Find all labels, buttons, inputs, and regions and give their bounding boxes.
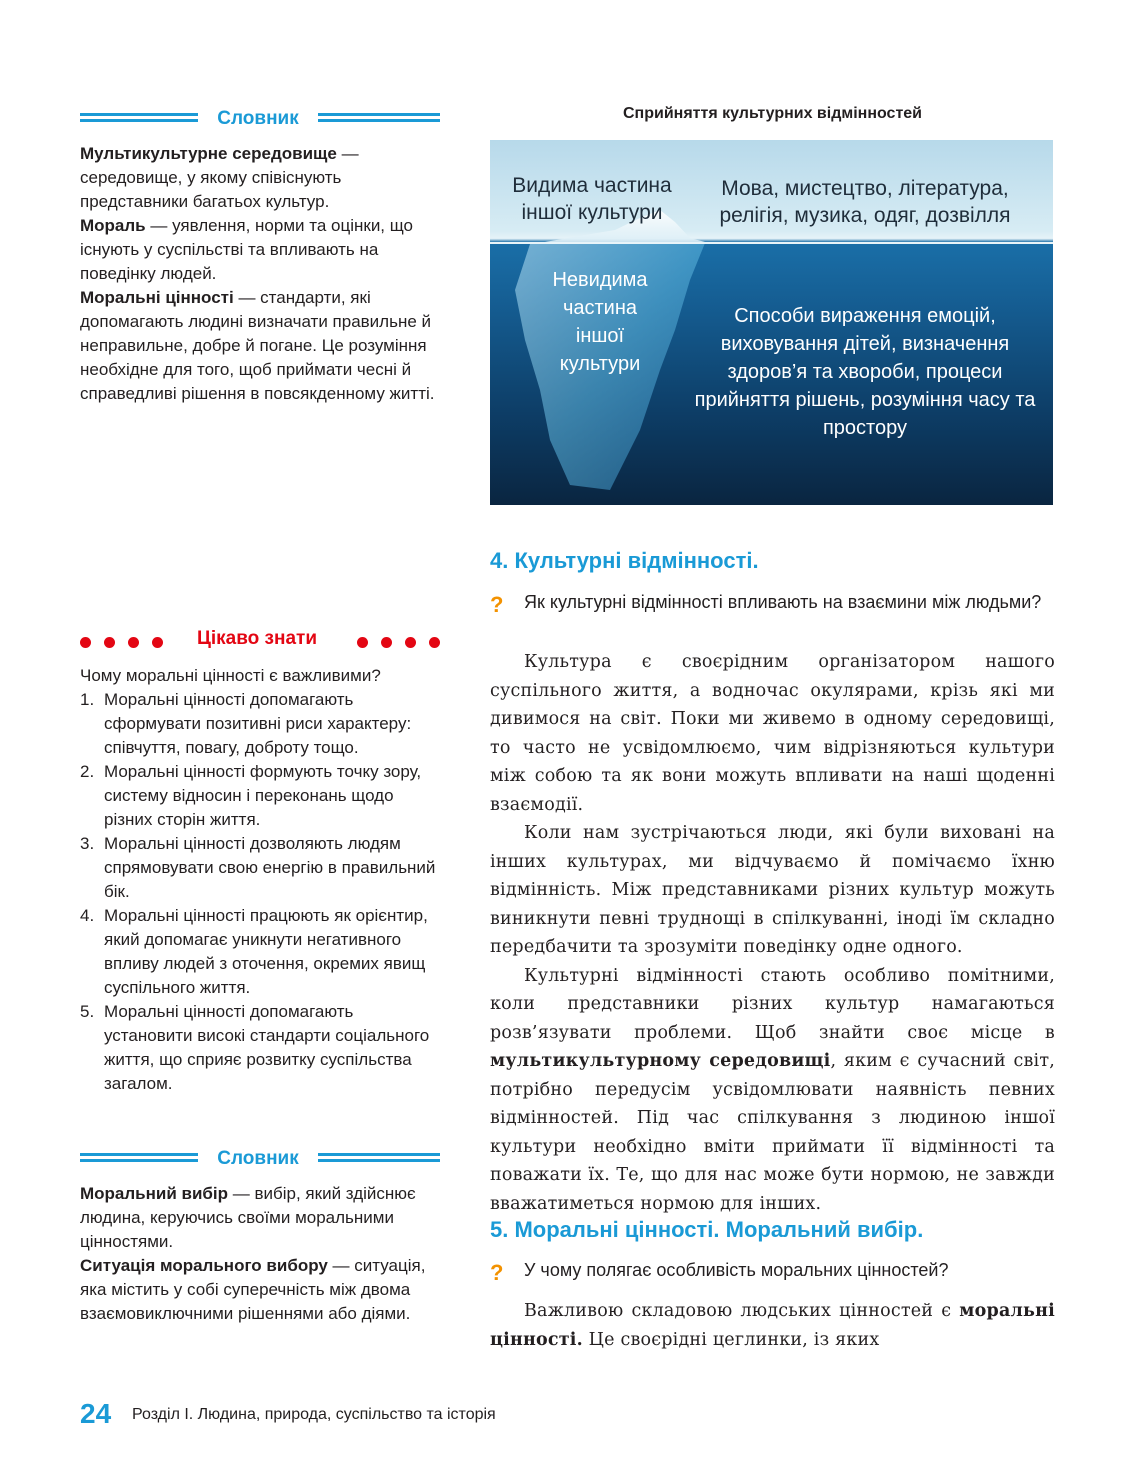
paragraph-text: Це своєрідні цеглинки, із яких bbox=[582, 1329, 880, 1350]
glossary-term: Моральні цінності bbox=[80, 288, 234, 307]
list-item bbox=[80, 760, 440, 832]
list-text: Моральні цінності працюють як орієнтир, який допомагає уникнути негативного впливу людей з оточення, окремих явищ суспільного життя. bbox=[104, 906, 428, 997]
page-number: 24 bbox=[80, 1398, 112, 1429]
header-rule-left bbox=[80, 113, 198, 127]
glossary-entries bbox=[80, 142, 440, 406]
visible-part-label: Видима частина іншої культури bbox=[512, 174, 672, 224]
paragraph: Коли нам зустрічаються люди, які були виховані на інших культурах, ми відчуваємо й помічаємо їхню відмінність. Між представниками різних культур можуть виникнути певні труднощі в спілкуванні, іноді їм складно передбачити та зрозуміти поведінку одне одного. bbox=[490, 823, 1055, 957]
paragraph-text: , яким є сучасний світ, потрібно передусім усвідомлювати наявність певних відмінностей. Під час спілкування з людиною іншої культури необхідно вміти приймати її відмінності та поважати їх. Те, що для нас може бути нормою, не завжди вважатиметься нормою для інших. bbox=[490, 1051, 1055, 1214]
invisible-examples: Способи вираження емоцій, виховування дітей, визначення здоров’я та хвороби, процеси прийняття рішень, розуміння часу та простору bbox=[694, 305, 1036, 439]
glossary-entry bbox=[80, 286, 440, 406]
glossary-term: Мультикультурне середовище bbox=[80, 144, 337, 163]
question-text: Як культурні відмінності впливають на взаємини між людьми? bbox=[524, 592, 1042, 612]
section-5-question bbox=[490, 1258, 1055, 1283]
chapter-title: Розділ І. Людина, природа, суспільство та історія bbox=[132, 1406, 496, 1423]
list-number: 3. bbox=[80, 834, 95, 853]
list-item bbox=[80, 832, 440, 904]
glossary-header bbox=[80, 108, 440, 132]
list-number: 4. bbox=[80, 906, 95, 925]
list-item bbox=[80, 688, 440, 760]
paragraph-text: Культурні відмінності стають особливо помітними, коли представники різних культур намагаються розв’язувати проблеми. Щоб знайти своє місце в bbox=[490, 965, 1055, 1043]
glossary-entry bbox=[80, 214, 440, 286]
glossary-definition: — уявлення, норми та оцінки, що існують у суспільстві та впливають на поведінку людей. bbox=[80, 216, 414, 283]
interesting-body bbox=[80, 664, 440, 1096]
term-highlight: мультикультурному середовищі bbox=[490, 1051, 831, 1071]
section-4-body bbox=[490, 648, 1055, 1218]
glossary-definition: — вибір, який здійснює людина, керуючись своїми моральними цінностями. bbox=[80, 1184, 416, 1251]
list-number: 1. bbox=[80, 690, 95, 709]
glossary-entry bbox=[80, 1182, 440, 1254]
iceberg-figure bbox=[490, 140, 1053, 505]
paragraph: Культура є своєрідним організатором нашого суспільного життя, а водночас окулярами, крізь які ми дивимося на світ. Поки ми живемо в одному середовищі, то часто не усвідомлюємо, чим відрізняються культури між собою та як вони можуть впливати на наші щоденні взаємодії. bbox=[490, 652, 1055, 815]
section-4-title: 4. Культурні відмінності. bbox=[490, 548, 759, 573]
question-icon: ? bbox=[490, 592, 504, 617]
glossary-header bbox=[80, 1148, 440, 1172]
section-5-title: 5. Моральні цінності. Моральний вибір. bbox=[490, 1217, 924, 1242]
glossary-definition: — середовище, у якому співіснують представники багатьох культур. bbox=[80, 144, 359, 211]
glossary-definition: — ситуація, яка містить у собі суперечність між двома взаємовиключними рішеннями або діями. bbox=[80, 1256, 426, 1323]
glossary-definition: — стандарти, які допомагають людині визначати правильне й неправильне, добре й погане. Це розуміння необхідне для того, щоб приймати чесні й справедливі рішення в повсякденному житті. bbox=[80, 288, 435, 403]
figure-caption: Сприйняття культурних відмінностей bbox=[622, 105, 923, 122]
glossary-term: Мораль bbox=[80, 216, 146, 235]
list-item bbox=[80, 904, 440, 1000]
glossary-title: Словник bbox=[217, 108, 299, 129]
list-text: Моральні цінності дозволяють людям спрямовувати свою енергію в правильний бік. bbox=[104, 834, 436, 901]
list-item bbox=[80, 1000, 440, 1096]
paragraph bbox=[490, 962, 1055, 1219]
section-4-question bbox=[490, 590, 1055, 615]
glossary-entry bbox=[80, 142, 440, 214]
glossary-entries bbox=[80, 1182, 440, 1326]
dots-decoration-left bbox=[80, 632, 163, 648]
interesting-title: Цікаво знати bbox=[196, 628, 318, 649]
invisible-part-label: Невидима частина іншої культури bbox=[552, 269, 648, 375]
term-highlight: моральні цінності. bbox=[490, 1301, 1055, 1350]
question-icon: ? bbox=[490, 1260, 504, 1285]
interesting-intro: Чому моральні цінності є важливими? bbox=[80, 666, 381, 685]
interesting-list bbox=[80, 688, 440, 1096]
header-rule-left bbox=[80, 1153, 198, 1167]
glossary-term: Моральний вибір bbox=[80, 1184, 229, 1203]
glossary-entry bbox=[80, 1254, 440, 1326]
paragraph bbox=[490, 1297, 1055, 1354]
list-text: Моральні цінності формують точку зору, систему відносин і переконань щодо різних сторін життя. bbox=[104, 762, 422, 829]
dots-decoration-right bbox=[357, 632, 440, 648]
list-text: Моральні цінності допомагають установити високі стандарти соціального життя, що сприяє розвитку суспільства загалом. bbox=[104, 1002, 430, 1093]
list-number: 2. bbox=[80, 762, 95, 781]
header-rule-right bbox=[318, 113, 440, 127]
list-number: 5. bbox=[80, 1002, 95, 1021]
list-text: Моральні цінності допомагають сформувати позитивні риси характеру: співчуття, повагу, доброту тощо. bbox=[104, 690, 412, 757]
interesting-header bbox=[80, 628, 440, 654]
section-5-body bbox=[490, 1297, 1055, 1354]
question-text: У чому полягає особливість моральних цінностей? bbox=[524, 1260, 949, 1280]
glossary-title: Словник bbox=[217, 1148, 299, 1169]
paragraph-text: Важливою складовою людських цінностей є bbox=[524, 1301, 960, 1321]
visible-examples: Мова, мистецтво, література, релігія, музика, одяг, дозвілля bbox=[719, 177, 1011, 227]
glossary-term: Ситуація морального вибору bbox=[80, 1256, 328, 1275]
header-rule-right bbox=[318, 1153, 440, 1167]
